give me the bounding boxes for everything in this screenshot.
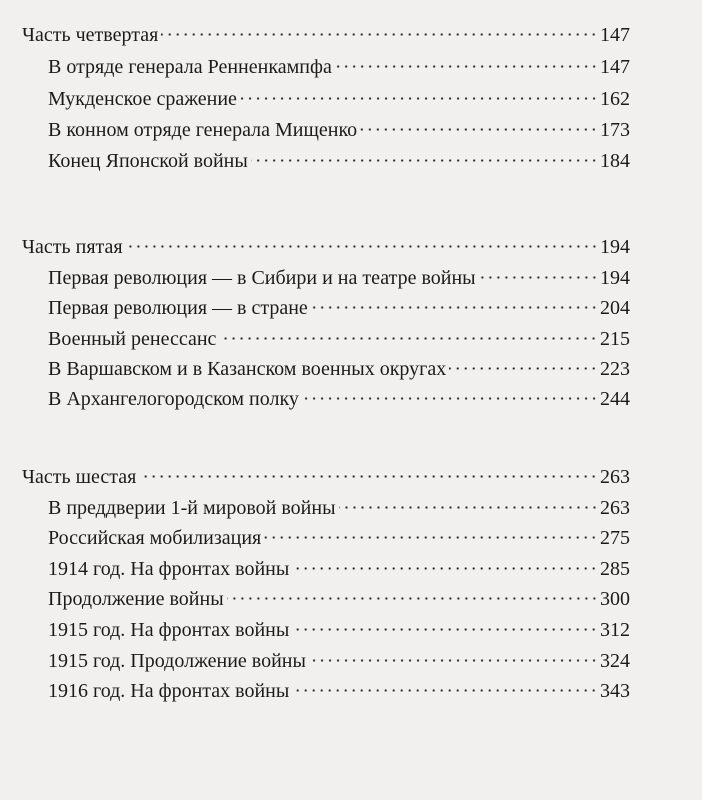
dot-leader bbox=[161, 33, 598, 36]
toc-entry bbox=[48, 53, 630, 81]
page-number: 194 bbox=[600, 267, 630, 289]
chapter-title: 1914 год. На фронтах войны bbox=[48, 558, 290, 580]
page-number: 173 bbox=[600, 119, 630, 141]
page-number: 312 bbox=[600, 619, 630, 641]
toc-entry bbox=[48, 677, 630, 705]
page-number: 324 bbox=[600, 650, 630, 672]
part-title: Часть четвертая bbox=[22, 24, 159, 46]
page-number: 223 bbox=[600, 358, 630, 380]
toc-part-heading bbox=[22, 463, 630, 491]
dot-leader bbox=[302, 397, 598, 400]
page-number: 343 bbox=[600, 680, 630, 702]
page-number: 194 bbox=[600, 236, 630, 258]
dot-leader bbox=[292, 689, 598, 692]
chapter-title: Продолжение войны bbox=[48, 588, 224, 610]
toc-entry bbox=[48, 355, 630, 383]
toc-entry bbox=[48, 147, 630, 175]
toc-entry bbox=[48, 116, 630, 144]
chapter-title: В Варшавском и в Казанском военных округах bbox=[48, 358, 447, 380]
dot-leader bbox=[311, 306, 598, 309]
toc-entry bbox=[48, 264, 630, 292]
chapter-title: В отряде генерала Ренненкампфа bbox=[48, 56, 332, 78]
chapter-title: Мукденское сражение bbox=[48, 88, 237, 110]
chapter-title: В Архангелогородском полку bbox=[48, 388, 299, 410]
toc-part-heading bbox=[22, 233, 630, 261]
dot-leader bbox=[251, 159, 598, 162]
page-number: 263 bbox=[600, 497, 630, 519]
chapter-title: В конном отряде генерала Мищенко bbox=[48, 119, 358, 141]
chapter-title: 1915 год. На фронтах войны bbox=[48, 619, 290, 641]
page-number: 285 bbox=[600, 558, 630, 580]
dot-leader bbox=[479, 276, 598, 279]
toc-entry bbox=[48, 85, 630, 113]
chapter-title: 1916 год. На фронтах войны bbox=[48, 680, 290, 702]
page-number: 300 bbox=[600, 588, 630, 610]
toc-entry bbox=[48, 524, 630, 552]
toc-entry bbox=[48, 585, 630, 613]
dot-leader bbox=[360, 128, 598, 131]
chapter-title: В преддверии 1-й мировой войны bbox=[48, 497, 336, 519]
dot-leader bbox=[219, 337, 598, 340]
dot-leader bbox=[292, 567, 598, 570]
dot-leader bbox=[126, 245, 598, 248]
toc-entry bbox=[48, 385, 630, 413]
dot-leader bbox=[339, 506, 599, 509]
toc-entry bbox=[48, 494, 630, 522]
chapter-title: Первая революция — в Сибири и на театре войны bbox=[48, 267, 476, 289]
dot-leader bbox=[139, 475, 598, 478]
toc-entry bbox=[48, 647, 630, 675]
page-number: 263 bbox=[600, 466, 630, 488]
chapter-title: Первая революция — в стране bbox=[48, 297, 308, 319]
page-number: 244 bbox=[600, 388, 630, 410]
chapter-title: Российская мобилизация bbox=[48, 527, 262, 549]
page-number: 162 bbox=[600, 88, 630, 110]
dot-leader bbox=[335, 65, 598, 68]
toc-entry bbox=[48, 325, 630, 353]
page-number: 275 bbox=[600, 527, 630, 549]
dot-leader bbox=[240, 97, 598, 100]
chapter-title: Конец Японской войны bbox=[48, 150, 248, 172]
dot-leader bbox=[264, 536, 598, 539]
dot-leader bbox=[309, 659, 598, 662]
chapter-title: Военный ренессанс bbox=[48, 328, 217, 350]
part-title: Часть пятая bbox=[22, 236, 123, 258]
page-number: 184 bbox=[600, 150, 630, 172]
toc-entry bbox=[48, 294, 630, 322]
chapter-title: 1915 год. Продолжение войны bbox=[48, 650, 306, 672]
part-title: Часть шестая bbox=[22, 466, 137, 488]
dot-leader bbox=[292, 628, 598, 631]
toc-entry bbox=[48, 555, 630, 583]
page-number: 215 bbox=[600, 328, 630, 350]
toc-entry bbox=[48, 616, 630, 644]
toc-part-heading bbox=[22, 21, 630, 49]
dot-leader bbox=[449, 367, 598, 370]
page-number: 147 bbox=[600, 56, 630, 78]
page-number: 204 bbox=[600, 297, 630, 319]
page-number: 147 bbox=[600, 24, 630, 46]
dot-leader bbox=[227, 597, 598, 600]
